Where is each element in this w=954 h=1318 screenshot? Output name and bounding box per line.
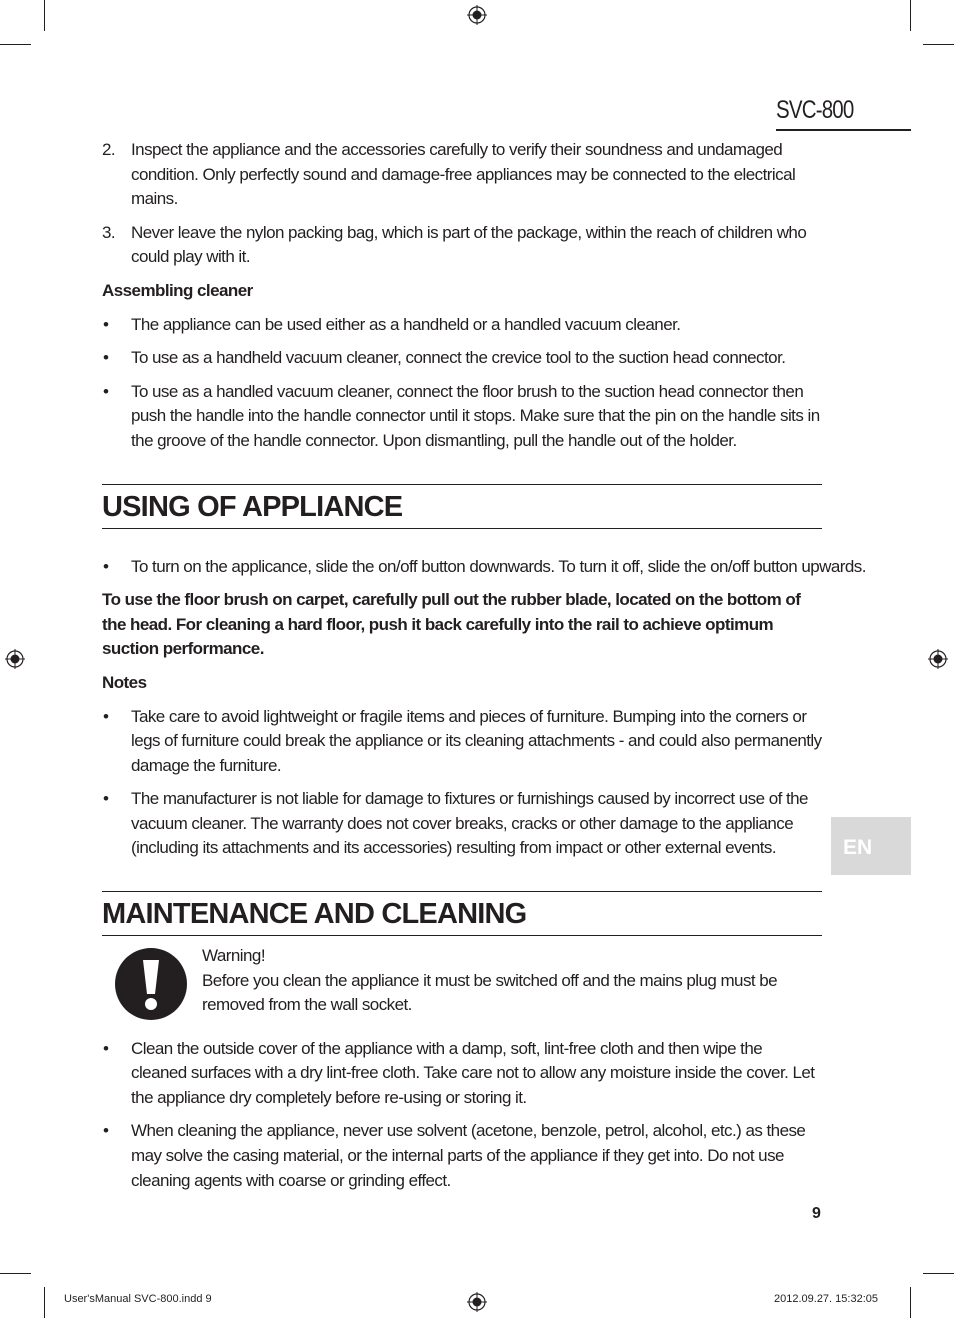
section-title-maintenance: MAINTENANCE AND CLEANING <box>102 892 822 936</box>
slug-filename: User'sManual SVC-800.indd 9 <box>64 1293 212 1305</box>
carpet-instruction: To use the floor brush on carpet, carefully pull out the rubber blade, located on the bottom of the head. For cleaning a hard floor, push it back carefully into the rail to achieve optimum suction performance. <box>102 590 801 659</box>
item-text: To turn on the applicance, slide the on/off button downwards. To turn it off, slide the on/off button upwards. <box>131 556 866 576</box>
item-number: 3. <box>102 222 116 242</box>
header-rule <box>776 129 911 131</box>
slug-timestamp: 2012.09.27. 15:32:05 <box>774 1293 878 1305</box>
registration-mark-icon <box>5 649 25 669</box>
item-text: Never leave the nylon packing bag, which is part of the package, within the reach of children who could play with it. <box>131 222 807 267</box>
crop-mark <box>0 44 31 45</box>
list-item <box>102 138 822 212</box>
page-number: 9 <box>812 1205 821 1222</box>
registration-mark-icon <box>467 5 487 25</box>
page-content <box>102 138 866 1202</box>
item-text: To use as a handheld vacuum cleaner, connect the crevice tool to the suction head connector. <box>131 348 786 368</box>
item-text: When cleaning the appliance, never use solvent (acetone, benzole, petrol, alcohol, etc.) as these may solve the casing material, or the internal parts of the appliance if they get into. Do not use cleaning agents with coarse or grinding effect. <box>131 1121 806 1190</box>
list-item <box>102 787 822 861</box>
item-text: The appliance can be used either as a handheld or a handled vacuum cleaner. <box>131 314 681 334</box>
list-item <box>102 313 822 338</box>
registration-mark-icon <box>467 1292 487 1312</box>
bullet: • <box>103 706 109 726</box>
assembling-heading: Assembling cleaner <box>102 280 253 300</box>
crop-mark <box>923 1273 954 1274</box>
item-text: Clean the outside cover of the appliance with a damp, soft, lint-free cloth and then wipe the cleaned surfaces with a dry lint-free cloth. Take care not to allow any moisture inside the cover. Let the appliance dry completely before re-using or storing it. <box>131 1038 815 1107</box>
bullet: • <box>103 314 109 334</box>
bullet: • <box>103 348 109 368</box>
list-item <box>102 221 822 270</box>
exclamation-icon <box>102 944 202 1028</box>
crop-mark <box>910 0 911 31</box>
bullet: • <box>103 1121 109 1141</box>
crop-mark <box>0 1273 31 1274</box>
warning-body: Before you clean the appliance it must be switched off and the mains plug must be removed from the wall socket. <box>202 970 778 1015</box>
list-item <box>102 346 822 371</box>
item-text: To use as a handled vacuum cleaner, connect the floor brush to the suction head connector then push the handle into the handle connector until it stops. Make sure that the pin on the handle sits in the groove of the handle connector. Upon dismantling, pull the handle out of the holder. <box>131 381 820 450</box>
bullet: • <box>103 556 109 576</box>
model-name: SVC-800 <box>776 96 854 124</box>
warning-title: Warning! <box>202 946 265 966</box>
bullet: • <box>103 1038 109 1058</box>
item-text: Inspect the appliance and the accessories carefully to verify their soundness and undamaged condition. Only perfectly sound and damage-free appliances may be connected to the electrical mains. <box>131 140 796 209</box>
list-item <box>102 380 822 454</box>
list-item <box>102 705 822 779</box>
item-number: 2. <box>102 140 116 159</box>
warning-box <box>102 944 822 1028</box>
bullet: • <box>103 381 109 401</box>
item-text: Take care to avoid lightweight or fragile items and pieces of furniture. Bumping into the corners or legs of furniture could break the appliance or its cleaning attachments - and could also permanently damage the furniture. <box>131 706 822 775</box>
crop-mark <box>44 1287 45 1318</box>
list-item <box>102 1037 822 1111</box>
notes-heading: Notes <box>102 672 147 692</box>
registration-mark-icon <box>928 649 948 669</box>
section-title-using: USING OF APPLIANCE <box>102 485 822 529</box>
bullet: • <box>103 789 109 809</box>
crop-mark <box>44 0 45 31</box>
crop-mark <box>910 1287 911 1318</box>
list-item <box>102 555 866 580</box>
list-item <box>102 1119 822 1193</box>
warning-text <box>202 944 822 1028</box>
crop-mark <box>923 44 954 45</box>
language-tab: EN <box>831 817 911 875</box>
item-text: The manufacturer is not liable for damage to fixtures or furnishings caused by incorrect use of the vacuum cleaner. The warranty does not cover breaks, cracks or other damage to the appliance (including its attachments and its accessories) resulting from impact or other external events. <box>131 789 808 858</box>
